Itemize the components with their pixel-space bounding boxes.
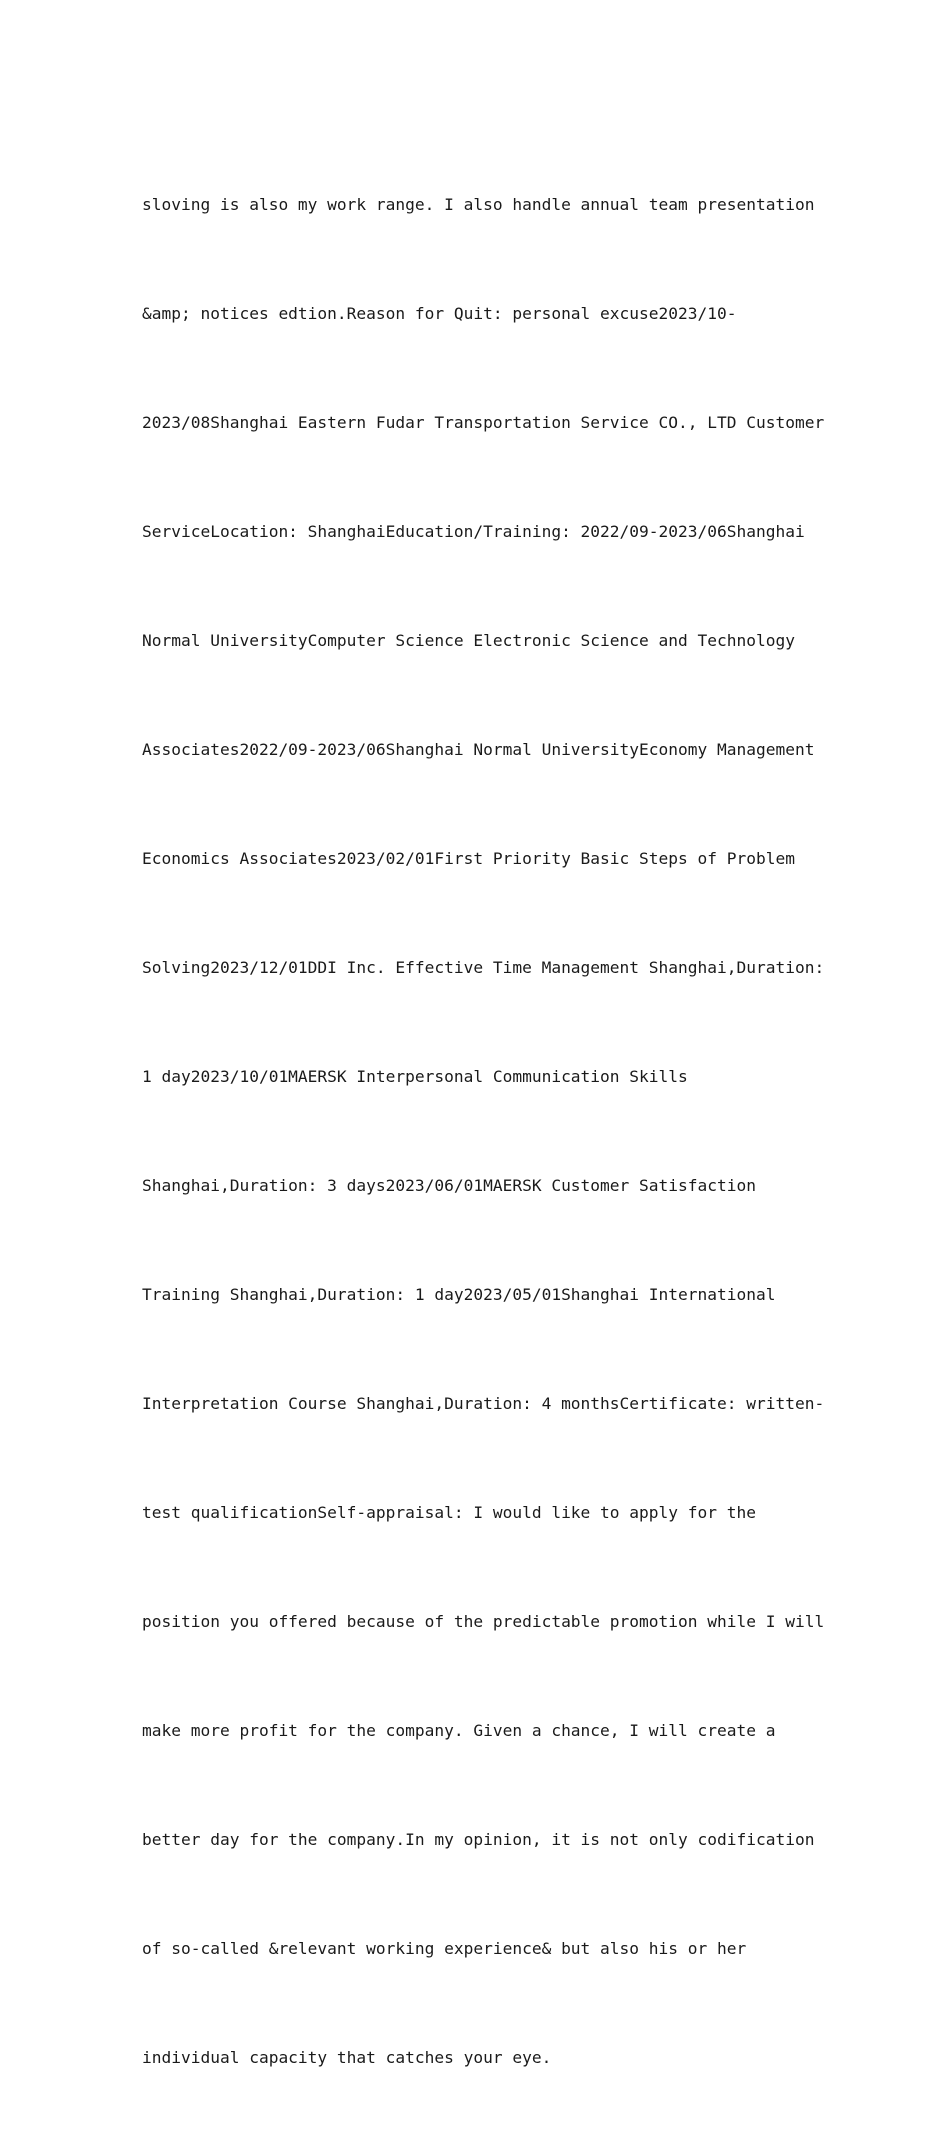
text-line: Associates2022/09-2023/06Shanghai Normal UniversityEconomy Management (142, 739, 815, 759)
text-line: individual capacity that catches your eye. (142, 2048, 552, 2068)
text-line: &amp; notices edtion.Reason for Quit: personal excuse2023/10- (142, 303, 737, 323)
text-line: of so-called &relevant working experience& but also his or her (142, 1939, 747, 1959)
body-text (142, 114, 825, 2149)
text-line: position you offered because of the predictable promotion while I will (142, 1612, 825, 1632)
text-line: 2023/08Shanghai Eastern Fudar Transportation Service CO., LTD Customer (142, 412, 825, 432)
text-line: Interpretation Course Shanghai,Duration: 4 monthsCertificate: written- (142, 1394, 825, 1414)
text-line: Shanghai,Duration: 3 days2023/06/01MAERSK Customer Satisfaction (142, 1175, 756, 1195)
text-line: 1 day2023/10/01MAERSK Interpersonal Communication Skills (142, 1066, 688, 1086)
text-line: Economics Associates2023/02/01First Priority Basic Steps of Problem (142, 848, 795, 868)
text-line: ServiceLocation: ShanghaiEducation/Training: 2022/09-2023/06Shanghai (142, 521, 805, 541)
text-line: make more profit for the company. Given a chance, I will create a (142, 1721, 776, 1741)
text-line: Normal UniversityComputer Science Electronic Science and Technology (142, 630, 795, 650)
text-line: test qualificationSelf-appraisal: I would like to apply for the (142, 1503, 756, 1523)
text-line: Training Shanghai,Duration: 1 day2023/05/01Shanghai International (142, 1285, 776, 1304)
text-line: sloving is also my work range. I also handle annual team presentation (142, 194, 815, 214)
text-line: Solving2023/12/01DDI Inc. Effective Time Management Shanghai,Duration: (142, 957, 825, 977)
text-line: better day for the company.In my opinion, it is not only codification (142, 1830, 815, 1850)
